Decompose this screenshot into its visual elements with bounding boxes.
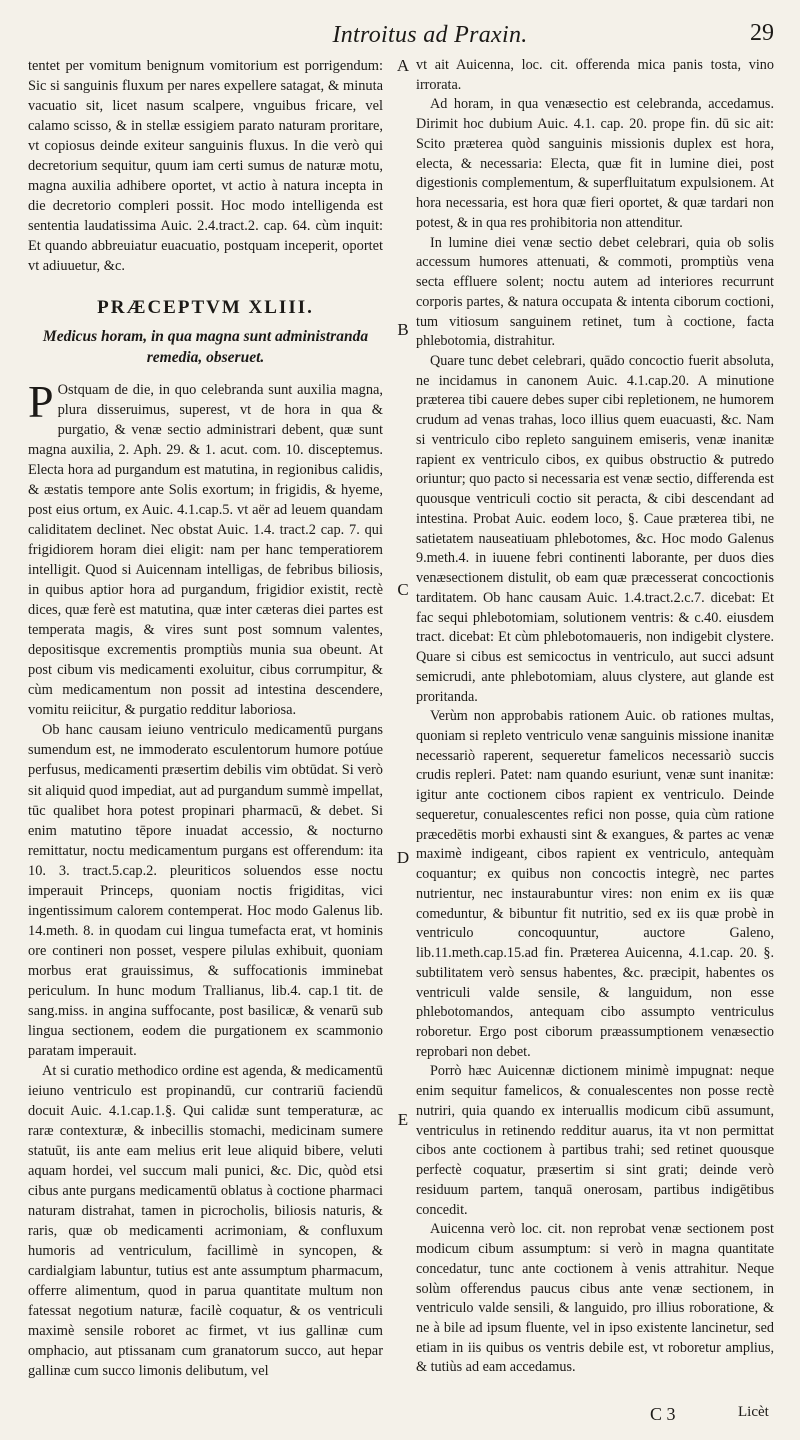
- right-paragraph-1: Ad horam, in qua venæsectio est celebranda, accedamus. Dirimit hoc dubium Auic. 4.1. cap. 20. prope fin. dū sic ait: Scito præterea quòd sanguinis missionis duplex est hora, electa, & necessaria: Electa, quæ fit in lumine diei, post digestionis complementum, & superfluitatum expulsionem. At hora necessaria, est hora quæ fieri oportet, & quæ tardari non potest, & in qua res prohibitoria non attenditur.: [416, 96, 774, 231]
- precept-heading: PRÆCEPTVM XLIII.: [97, 297, 314, 319]
- left-paragraph-1-text: Ostquam de die, in quo celebranda sunt auxilia magna, plura disseruimus, superest, vt de hora in qua & purgatio, & venæ sectio administrari debent, quæ sunt magna auxilia, 2. Aph. 29. & 1. acut. com. 10. disceptemus. Electa hora ad purgandum est matutina, in regionibus calidis, & æstatis tempore ante Solis exortum; in frigidis, & hyeme, post eius ortum, ex Auic. 4.1.cap.5. vt aër ad leuem quandam caliditatem declinet. Nec obstat Auic. 1.4. tract.2 cap. 7. qui frigidiorem horam diei eligit: nam per hanc temperatiorem intelligit. Quod si Auicennam intelligas, de febribus biliosis, in quibus aptior hora ad purgandum, frigidior existit, rectè dices, quæ ferè est matutina, quæ inter cæteras diei partes est temperata magis, & vires sunt post somnum valentes, depositisque excrementis promptiùs munia sua obeunt. At post cibum vis medicamenti exoluitur, cibus corrumpitur, & cùm medicamentum non possit ad intestina descendere, vomitu reiicitur, & purgatio redditur laboriosa.: [28, 382, 383, 719]
- right-paragraph-4: Verùm non approbabis rationem Auic. ob rationes multas, quoniam si repleto ventriculo venæ sanguinis missione inanitæ necessariò raperent, sequeretur famelicos necessariò succis crudis repleri. Patet: nam quando esuriunt, venæ sunt inanitæ: igitur ante coctionem cibos rapient ex ventriculo. Deinde sequeretur, conualescentes refici non posse, quia cùm ratione præcedētis morbi exhausti sint & exangues, & partes ac venæ maximè indigeant, cibos rapient ex ventriculo, antequàm coquantur; ex quibus non concoctis integrè, nec partes nutrientur, nec instaurabuntur vires: non enim ex iis quæ comeduntur, & bibuntur fit nutritio, sed ex iis quæ probè in ventriculo concoquuntur, auctore Galeno, lib.11.meth.cap.15.ad fin. Præterea Auicenna, 4.1.cap. 20. §. subtilitatem verò sensus habentes, &c. præcipit, habentes os ventriculi valde sensile, & languidum, non esse phlebotomandos, antequam cibo assumpto ventriculus roboretur. Ergo post ciborum præassumptionem venæsectio reprobari non debet.: [416, 708, 774, 1060]
- margin-marker-a: A: [396, 56, 410, 75]
- catchword: Licèt: [738, 1404, 769, 1420]
- drop-cap: P: [28, 376, 54, 428]
- left-column: [28, 56, 383, 1381]
- signature-mark: C 3: [650, 1404, 676, 1424]
- page-number: 29: [750, 20, 774, 46]
- right-paragraph-3: Quare tunc debet celebrari, quādo concoctio fuerit absoluta, ne incidamus in canonem Auic. 4.1.cap.20. A minutione præterea tibi cauere debes super cibi repletionem, ne humorem crudum ad venas trahas, loco illius quem euacuasti, &c. Nam si ventriculo cibo repleto sanguinem emiseris, venæ inanitæ rapient ex ventriculo cibos, ex quibus obstructio & putredo oriuntur; quo pacto si necessaria est venæ sectio, differenda est quousque ventriculi coctio sit peracta, & cibi descendant ad intestina. Probat Auic. eodem loco, §. Caue præterea tibi, ne satietatem nauseatiuam phlebotomes, &c. Hoc modo Galenus 9.meth.4. in iuuene febri continenti laborante, per duos dies venæsectionem distulit, ob eam quæ præcesserat concoctionis tarditatem. Ob hanc causam Auic. 1.4.tract.2.c.7. dicebat: Et fac sequi phlebotomiam, solutionem ventris: & c.40. eiusdem tract. dicebat: Et cùm phlebotomaueris, non indigebit clystere. Quare si cibus est semicoctus in ventriculo, aut succi adsunt semicrudi, ante phlebotomiam, aluus clystere, aut glande est proritanda.: [416, 353, 774, 705]
- left-continuation-paragraph: tentet per vomitum benignum vomitorium est porrigendum: Sic si sanguinis fluxum per nares expellere satagat, & minuta vacuatio sit, licet nasum scalpere, vnguibus fricare, vel calamo scisso, & in stellæ essigiem parato naturam proritare, vt copiosus deinde exiteur sanguinis fluxus. In die verò qui decretorium sequitur, quum iam certi sumus de naturæ motu, magna auxilia adhibere oportet, vt actio à natura incepta in die decretorio compleri possit. Hoc modo intelligenda est sententia laudatissima Auic. 2.4.tract.2. cap. 64. cùm inquit: Et quando abbreuiatur euacuatio, postquam inceperit, oportet vt adiuuetur, &c.: [28, 58, 383, 275]
- right-continuation-paragraph: vt ait Auicenna, loc. cit. offerenda mica panis tosta, vino irrorata.: [416, 57, 774, 93]
- running-head: Introitus ad Praxin.: [332, 22, 528, 48]
- margin-marker-e: E: [397, 1110, 409, 1129]
- right-column: [416, 56, 774, 1378]
- precept-subheading: Medicus horam, in qua magna sunt administranda remedia, obseruet.: [42, 328, 369, 367]
- left-paragraph-3: At si curatio methodico ordine est agenda, & medicamentū ieiuno ventriculo est propinandū, cur contrariū faciendū docuit Auic. 4.1.cap.1.§. Qui calidæ sunt temperaturæ, ac raræ contexturæ, & inbecillis stomachi, medicinam sumere statuūt, iis ante eam melius erit leue aliquid bibere, veluti aquam hordei, vel succum mali punici, &c. Dic, quòd etsi cibus ante purgans medicamentū oblatus à coctione pharmaci naturam distrahat, tamen in picrocholis, biliosis naturis, & raris, quæ ob medicamenti acrimoniam, & confluxum humoris ad ventriculum, facillimè in syncopen, & cardialgiam labuntur, tutius est ante assumptum pharmacum, offerre alimentum, quod in parua quantitate multum non fatessat negotium naturæ, facilè coquatur, & os ventriculi maximè sensile roboret ac firmet, vt ius gallinæ cum omphacio, aut ptissanam cum granatorum succo, aut hepar gallinæ cum succo limonis delibutum, vel: [28, 1062, 383, 1379]
- margin-marker-b: B: [397, 320, 409, 339]
- margin-marker-c: C: [397, 580, 409, 599]
- right-paragraph-2: In lumine diei venæ sectio debet celebrari, quia ob solis accessum humores attenuati, & commoti, promptiùs vena secta effluere solent; noctu autem ad interiores recurrunt corporis partes, & natura occupata & intenta ciborum coctioni, tum vitiosum sanguinem retinet, tum à coctione, facta phlebotomia, distrahitur.: [416, 234, 774, 350]
- left-paragraph-1: [28, 376, 383, 720]
- right-paragraph-5: Porrò hæc Auicennæ dictionem minimè impugnat: neque enim sequitur famelicos, & conualescentes non posse rectè nutriri, quia quando ex interuallis modicum cibū assumunt, ventriculus in retinendo redditur auarus, ita vt non permittat cibos ante coctionem à partibus trahi; sed retinet quousque perfectè coquatur, præsertim si sint grati; deinde verò residuum partem, tanquā onerosam, partibus indigētibus concedit.: [416, 1063, 774, 1218]
- right-paragraph-6: Auicenna verò loc. cit. non reprobat venæ sectionem post modicum cibum assumptum: si verò in magna quantitate concedatur, tunc ante coctionem à venis attrahitur. Neque solùm offerendus paucus cibus ante venæ sectionem, in ventriculo valde sensili, & languido, pro illius roboratione, & ne à bile ad ipsum fluente, vel in ipso existente lancinetur, sed etiam in iis quibus os ventris debile est, vt roboretur amplius, & tutiùs ad eam accedamus.: [416, 1221, 774, 1376]
- left-paragraph-2: Ob hanc causam ieiuno ventriculo medicamentū purgans sumendum est, ne immoderato esculentorum humore potúue perfusus, medicamenti præsertim debilis vim obtūdat. Si verò sit aliquid quod impediat, aut ad purgandum summè impellat, tūc qualibet hora potest propinari pharmacū, & debet. Si enim matutino tēpore inuadat accessio, & nocturno remittatur, noctu medicamentum purgans est offerendum: ita 10. 3. tract.5.cap.2. pleuriticos soluendos esse noctu imperauit Princeps, quoniam noctis frigiditas, vici ingentissimum calorem contemperat. Hoc modo Galenus lib. 14.meth. 8. in quodam cui lingua tumefacta erat, vt hominis ore contineri non posset, vespere pilulas exhibuit, quoniam morbus erat grauissimus, & suffocationis imminebat periculum. In hunc modum Trallianus, lib.4. cap.1 tit. de sang.miss. in angina suffocante, post basilicæ, & venarū sub lingua sectionem, eodem die purgationem ex scammonio paratam imperauit.: [28, 722, 383, 1059]
- margin-marker-d: D: [396, 848, 410, 867]
